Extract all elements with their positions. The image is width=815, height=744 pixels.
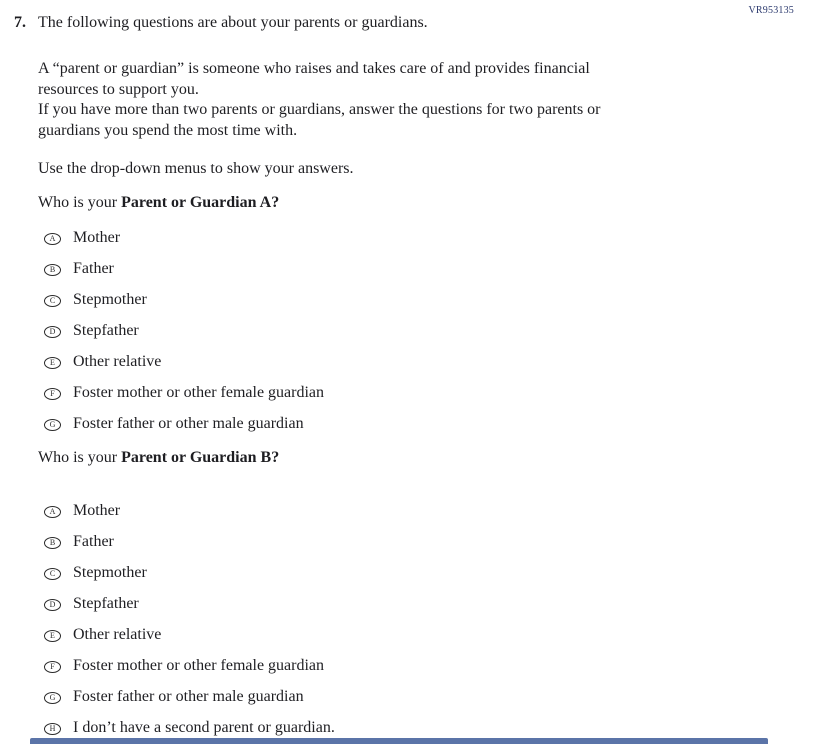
section-a-header [38,193,794,213]
option-letter-icon [44,233,61,245]
option-letter: B [49,537,56,547]
option-letter-icon [44,506,61,518]
option-letter: D [49,599,56,609]
section-b-header-prefix: Who is your [38,449,122,466]
option-label: Stepfather [73,322,139,339]
question-content [14,13,794,744]
bottom-accent-bar [30,738,768,744]
option-letter-icon [44,388,61,400]
section-b-options [44,501,794,738]
option-row-b-no-second-parent[interactable] [44,718,794,738]
option-letter-icon [44,568,61,580]
option-letter-icon [44,537,61,549]
option-letter: F [50,661,55,671]
option-label: Father [73,260,114,277]
option-letter: C [49,295,56,305]
option-letter-icon [44,264,61,276]
option-row-a-stepmother[interactable] [44,290,794,310]
option-letter-icon [44,357,61,369]
option-letter-icon [44,723,61,735]
option-label: Other relative [73,353,162,370]
option-label: Stepmother [73,291,147,308]
section-a-header-prefix: Who is your [38,194,122,211]
option-letter-icon [44,295,61,307]
option-label: Father [73,533,114,550]
option-row-b-foster-mother[interactable] [44,656,794,676]
intro-line: guardians you spend the most time with. [38,121,298,139]
intro-line: resources to support you. [38,80,199,98]
option-label: Stepfather [73,595,139,612]
option-label: Foster mother or other female guardian [73,384,325,401]
form-code: VR953135 [748,5,794,16]
option-letter: E [50,357,55,367]
option-letter-icon [44,599,61,611]
section-b-header-title: Parent or Guardian B? [121,449,280,466]
option-letter-icon [44,326,61,338]
option-letter: A [49,506,56,516]
option-letter: E [50,630,55,640]
option-label: Foster mother or other female guardian [73,657,325,674]
option-letter: C [49,568,56,578]
intro-line: A “parent or guardian” is someone who raises and takes care of and provides financial [38,60,590,77]
option-letter: F [50,388,55,398]
option-row-b-mother[interactable] [44,501,794,521]
option-row-b-stepmother[interactable] [44,563,794,583]
option-letter-icon [44,419,61,431]
option-letter-icon [44,661,61,673]
option-label: I don’t have a second parent or guardian. [73,719,335,736]
option-row-a-stepfather[interactable] [44,321,794,341]
section-b-header [38,448,794,468]
intro-paragraph [38,59,794,141]
option-label: Foster father or other male guardian [73,415,304,432]
option-row-b-stepfather[interactable] [44,594,794,614]
option-label: Mother [73,229,121,246]
option-row-a-father[interactable] [44,259,794,279]
option-row-b-father[interactable] [44,532,794,552]
option-label: Other relative [73,626,162,643]
option-row-a-mother[interactable] [44,228,794,248]
option-label: Foster father or other male guardian [73,688,304,705]
instruction-text: Use the drop-down menus to show your answers. [38,160,354,177]
question-line [14,13,794,33]
option-letter: D [49,326,56,336]
option-label: Stepmother [73,564,147,581]
option-label: Mother [73,502,121,519]
section-a-header-title: Parent or Guardian A? [121,194,280,211]
option-row-a-foster-mother[interactable] [44,383,794,403]
option-letter: G [49,419,56,429]
option-row-b-foster-father[interactable] [44,687,794,707]
option-letter: H [49,723,56,733]
question-text: The following questions are about your parents or guardians. [38,14,428,31]
option-letter: B [49,264,56,274]
intro-line: If you have more than two parents or guardians, answer the questions for two parents or [38,101,601,118]
section-a-options [44,228,794,434]
question-number: 7. [14,14,26,31]
option-letter-icon [44,692,61,704]
option-letter: G [49,692,56,702]
option-row-a-other-relative[interactable] [44,352,794,372]
option-letter: A [49,233,56,243]
option-letter-icon [44,630,61,642]
option-row-a-foster-father[interactable] [44,414,794,434]
option-row-b-other-relative[interactable] [44,625,794,645]
